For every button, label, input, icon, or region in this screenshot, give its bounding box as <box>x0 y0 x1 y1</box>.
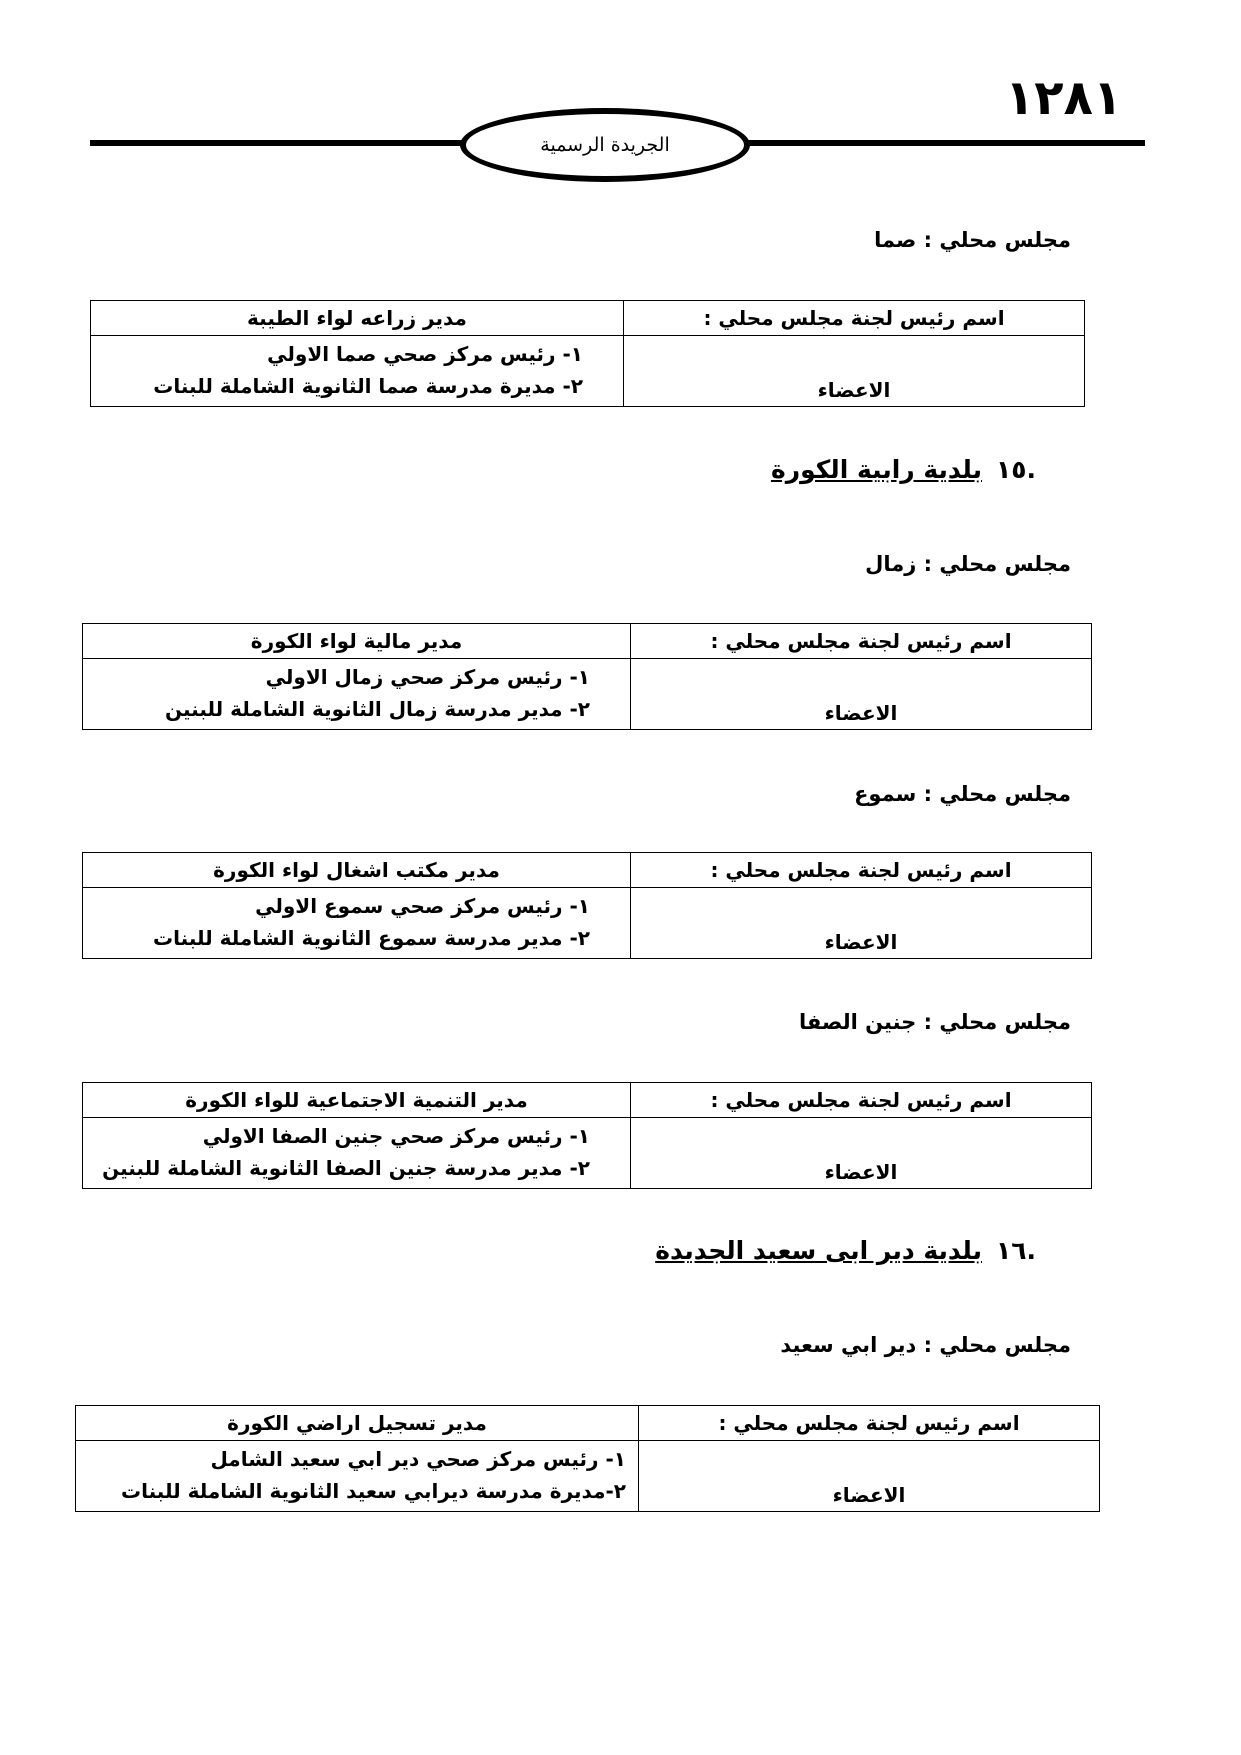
chair-value: مدير تسجيل اراضي الكورة <box>76 1406 639 1441</box>
chair-value: مدير زراعه لواء الطيبة <box>91 301 624 336</box>
members-label: الاعضاء <box>631 659 1092 730</box>
council-heading: مجلس محلي : جنين الصفا <box>799 1010 1071 1034</box>
member-item: ٢- مدير مدرسة زمال الثانوية الشاملة للبنين <box>165 697 590 721</box>
council-table <box>82 852 1092 959</box>
council-table <box>82 623 1092 730</box>
member-item: ٢- مدير مدرسة جنين الصفا الثانوية الشاملة للبنين <box>102 1156 590 1180</box>
section-heading <box>655 1236 1036 1265</box>
chair-label: اسم رئيس لجنة مجلس محلي : <box>624 301 1085 336</box>
council-heading: مجلس محلي : صما <box>874 228 1071 252</box>
chair-label: اسم رئيس لجنة مجلس محلي : <box>631 853 1092 888</box>
section-number: .١٦ <box>995 1236 1036 1265</box>
chair-label: اسم رئيس لجنة مجلس محلي : <box>639 1406 1100 1441</box>
member-item: ١- رئيس مركز صحي زمال الاولي <box>265 665 590 689</box>
member-item: ٢-مديرة مدرسة ديرابي سعيد الثانوية الشاملة للبنات <box>121 1479 626 1503</box>
section-heading <box>771 455 1036 484</box>
members-label: الاعضاء <box>631 888 1092 959</box>
chair-label: اسم رئيس لجنة مجلس محلي : <box>631 624 1092 659</box>
section-number: .١٥ <box>995 455 1036 484</box>
page-number: ١٢٨١ <box>1005 70 1123 126</box>
gazette-title: الجريدة الرسمية <box>540 134 670 156</box>
member-item: ٢- مديرة مدرسة صما الثانوية الشاملة للبنات <box>153 374 583 398</box>
members-label: الاعضاء <box>631 1118 1092 1189</box>
chair-value: مدير التنمية الاجتماعية للواء الكورة <box>83 1083 631 1118</box>
council-table <box>75 1405 1100 1512</box>
members-label: الاعضاء <box>624 336 1085 407</box>
member-item: ١- رئيس مركز صحي دير ابي سعيد الشامل <box>210 1447 626 1471</box>
chair-value: مدير مالية لواء الكورة <box>83 624 631 659</box>
member-item: ١- رئيس مركز صحي سموع الاولي <box>255 894 590 918</box>
members-list <box>83 659 631 730</box>
members-list <box>91 336 624 407</box>
section-name: بلدية دير ابى سعيد الجديدة <box>655 1236 982 1265</box>
members-label: الاعضاء <box>639 1441 1100 1512</box>
council-heading: مجلس محلي : سموع <box>854 782 1071 806</box>
member-item: ١- رئيس مركز صحي صما الاولي <box>267 342 583 366</box>
section-name: بلدية رابية الكورة <box>770 455 982 484</box>
members-list <box>83 1118 631 1189</box>
council-table <box>82 1082 1092 1189</box>
council-heading: مجلس محلي : زمال <box>865 552 1071 576</box>
council-table <box>90 300 1085 407</box>
chair-value: مدير مكتب اشغال لواء الكورة <box>83 853 631 888</box>
members-list <box>76 1441 639 1512</box>
member-item: ١- رئيس مركز صحي جنين الصفا الاولي <box>202 1124 590 1148</box>
member-item: ٢- مدير مدرسة سموع الثانوية الشاملة للبنات <box>153 926 590 950</box>
council-heading: مجلس محلي : دير ابي سعيد <box>780 1333 1071 1357</box>
chair-label: اسم رئيس لجنة مجلس محلي : <box>631 1083 1092 1118</box>
gazette-masthead <box>460 108 750 182</box>
members-list <box>83 888 631 959</box>
